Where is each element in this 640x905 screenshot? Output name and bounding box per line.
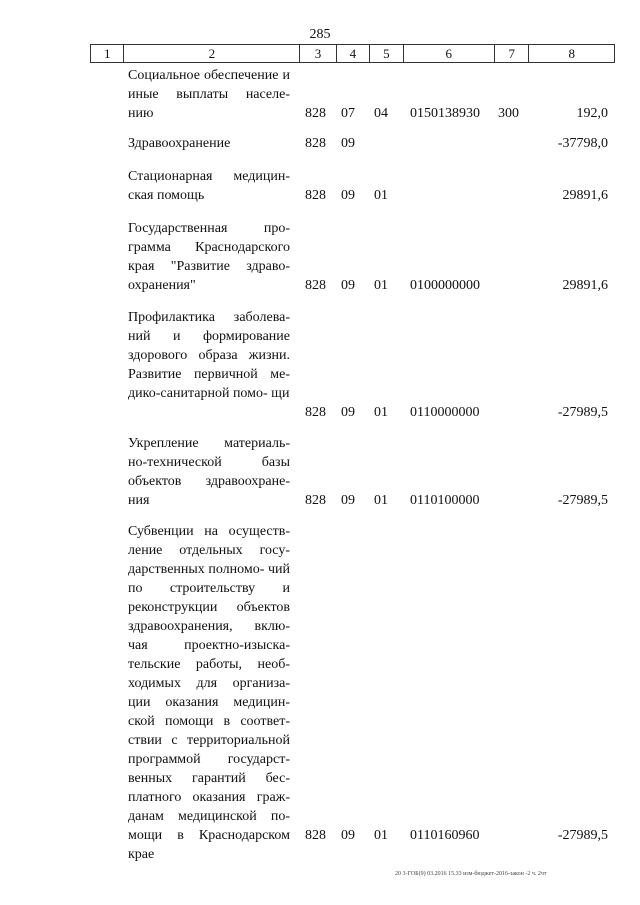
cell-subsection: 01: [374, 188, 388, 203]
column-header: 8: [529, 45, 615, 63]
cell-ministry: 828: [305, 493, 326, 508]
cell-expense-type: 300: [498, 106, 519, 121]
cell-target-code: 0110100000: [410, 493, 480, 508]
page-number: 285: [309, 27, 331, 42]
cell-subsection: 01: [374, 278, 388, 293]
table-row: [0, 66, 640, 123]
column-header: 5: [370, 45, 403, 63]
document-footer: 20 3-ГОБ(9) 03.2016 15.33 изм-бюджет-2016-закон -2 ч. 2чт: [395, 871, 547, 877]
cell-section: 09: [341, 828, 355, 843]
cell-section: 09: [341, 188, 355, 203]
cell-amount: -27989,5: [557, 405, 608, 420]
cell-target-code: 0100000000: [410, 278, 480, 293]
cell-ministry: 828: [305, 136, 326, 151]
column-header-row: [90, 44, 615, 63]
cell-ministry: 828: [305, 828, 326, 843]
cell-subsection: 01: [374, 828, 388, 843]
cell-amount: 192,0: [576, 106, 608, 121]
cell-target-code: 0110160960: [410, 828, 480, 843]
cell-ministry: 828: [305, 278, 326, 293]
table-row: [0, 522, 640, 862]
cell-ministry: 828: [305, 188, 326, 203]
row-description: Субвенции на осуществ- ление отдельных госу- дарственных полномо- чий по строительству и реконструкции объектов здравоохранения, вклю- чая проектно-изыска- тельские работы, необ- ходимых для организа- ции оказания медицин- ской помощи в соответ- ствии с территориальной программой государст- венных гарантий бес- платного оказания граж- данам медицинской по- мощи в Краснодарском крае: [128, 524, 290, 862]
cell-target-code: 0110000000: [410, 405, 480, 420]
row-description: Профилактика заболева- ний и формирование здорового образа жизни. Развитие первичной ме- дико-санитарной помо- щи: [128, 310, 290, 401]
row-description: Социальное обеспечение и иные выплаты населе- нию: [128, 68, 290, 121]
cell-ministry: 828: [305, 405, 326, 420]
cell-section: 09: [341, 136, 355, 151]
cell-section: 09: [341, 405, 355, 420]
row-description: Здравоохранение: [128, 136, 231, 151]
cell-amount: -37798,0: [557, 136, 608, 151]
row-description: Укрепление материаль- но-технической базы объектов здравоохране- ния: [128, 436, 290, 508]
table-row: [0, 434, 640, 510]
column-header: 2: [124, 45, 300, 63]
column-header: 7: [494, 45, 528, 63]
cell-section: 09: [341, 278, 355, 293]
table-row: [0, 134, 640, 153]
table-row: [0, 219, 640, 295]
cell-section: 09: [341, 493, 355, 508]
row-description: Государственная про- грамма Краснодарского края "Развитие здраво- охранения": [128, 221, 290, 293]
column-header: 4: [336, 45, 369, 63]
cell-amount: 29891,6: [562, 188, 608, 203]
cell-section: 07: [341, 106, 355, 121]
table-row: [0, 308, 640, 422]
column-header: 3: [300, 45, 336, 63]
row-description: Стационарная медицин- ская помощь: [128, 169, 290, 203]
column-header: 1: [91, 45, 124, 63]
cell-ministry: 828: [305, 106, 326, 121]
cell-target-code: 0150138930: [410, 106, 480, 121]
table-row: [0, 167, 640, 205]
cell-subsection: 01: [374, 493, 388, 508]
cell-amount: -27989,5: [557, 493, 608, 508]
cell-amount: -27989,5: [557, 828, 608, 843]
column-header: 6: [403, 45, 494, 63]
cell-subsection: 01: [374, 405, 388, 420]
cell-subsection: 04: [374, 106, 388, 121]
cell-amount: 29891,6: [562, 278, 608, 293]
